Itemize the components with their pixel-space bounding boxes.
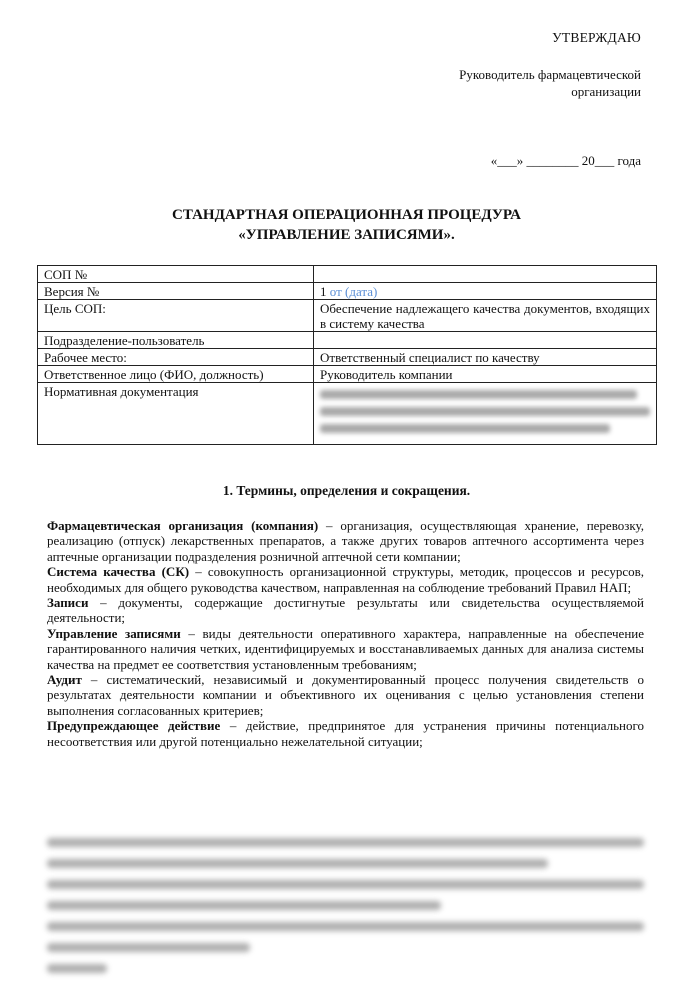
row-value-department <box>314 332 657 349</box>
approval-title: УТВЕРЖДАЮ <box>552 30 641 45</box>
term-paragraph <box>47 672 644 718</box>
term-definition: – организация, осуществляющая хранение, перевозку, реализацию (отпуск) лекарственных препаратов, а также других товаров аптечного ассортимента через аптечные организации подразделения розничной аптечной сети компании; <box>47 518 644 564</box>
approval-head <box>459 66 641 100</box>
term-definition: – систематический, независимый и документированный процесс получения свидетельств о результатах деятельности компании и объективного их оценивания с целью установления степени выполнения согласованных критериев; <box>47 672 644 718</box>
table-row <box>38 366 657 383</box>
approval-block <box>459 30 641 100</box>
row-label-department: Подразделение-пользователь <box>38 332 314 349</box>
approval-head-line2: организации <box>571 84 641 99</box>
row-value-responsible: Руководитель компании <box>314 366 657 383</box>
blurred-text <box>47 838 644 847</box>
document-title-line2: «УПРАВЛЕНИЕ ЗАПИСЯМИ». <box>238 227 455 243</box>
row-label-sop-number: СОП № <box>38 266 314 283</box>
blurred-text <box>47 880 644 889</box>
table-row <box>38 349 657 366</box>
term-paragraph <box>47 518 644 564</box>
table-row <box>38 266 657 283</box>
blurred-text <box>47 943 250 952</box>
version-number: 1 <box>320 284 327 299</box>
row-label-responsible: Ответственное лицо (ФИО, должность) <box>38 366 314 383</box>
sop-info-table <box>37 265 657 445</box>
term-paragraph <box>47 564 644 595</box>
term-name: Записи <box>47 595 89 611</box>
row-value-version <box>314 283 657 300</box>
row-label-regulations: Нормативная документация <box>38 383 314 445</box>
document-title <box>0 205 693 245</box>
table-row <box>38 283 657 300</box>
blurred-text <box>47 922 644 931</box>
term-definition: – действие, предпринятое для устранения причины потенциального несоответствия или другой потенциально нежелательной ситуации; <box>47 718 644 749</box>
term-definition: – документы, содержащие достигнутые результаты или свидетельства осуществляемой деятельности; <box>47 595 644 626</box>
blurred-text <box>47 901 441 910</box>
terms-list <box>47 518 644 749</box>
term-name: Предупреждающее действие <box>47 718 221 734</box>
row-label-purpose: Цель СОП: <box>38 300 314 332</box>
blurred-text <box>47 859 548 868</box>
term-name: Аудит <box>47 672 82 688</box>
term-paragraph <box>47 718 644 749</box>
table-row <box>38 332 657 349</box>
term-name: Система качества (СК) <box>47 564 190 580</box>
table-row <box>38 300 657 332</box>
table-row <box>38 383 657 445</box>
row-value-regulations-blurred <box>314 383 657 445</box>
term-paragraph <box>47 626 644 672</box>
term-paragraph <box>47 595 644 626</box>
row-label-version: Версия № <box>38 283 314 300</box>
term-name: Управление записями <box>47 625 181 641</box>
row-label-workplace: Рабочее место: <box>38 349 314 366</box>
document-title-line1: СТАНДАРТНАЯ ОПЕРАЦИОННАЯ ПРОЦЕДУРА <box>171 207 521 223</box>
version-date-link[interactable]: от (дата) <box>329 284 378 299</box>
blurred-text <box>320 424 610 433</box>
term-definition: – совокупность организационной структуры, методик, процессов и ресурсов, необходимых для общего руководства качеством, направленная на соблюдение требований Правил НАП; <box>47 564 644 595</box>
blurred-text <box>47 964 107 973</box>
blurred-text <box>320 407 650 416</box>
row-value-purpose: Обеспечение надлежащего качества документов, входящих в систему качества <box>314 300 657 332</box>
section-title: 1. Термины, определения и сокращения. <box>222 483 471 498</box>
approval-head-line1: Руководитель фармацевтической <box>459 67 641 82</box>
blurred-text <box>320 390 637 399</box>
blurred-content <box>47 838 644 985</box>
term-definition: – виды деятельности оперативного характера, направленные на обеспечение гарантированного наличия четких, идентифицируемых и восстанавливаемых данных для анализа системы качества на предмет ее соответствия установленным требованиям; <box>47 625 645 672</box>
row-value-workplace: Ответственный специалист по качеству <box>314 349 657 366</box>
row-value-sop-number <box>314 266 657 283</box>
approval-date: «___» ________ 20___ года <box>490 153 641 168</box>
term-name: Фармацевтическая организация (компания) <box>47 518 319 533</box>
